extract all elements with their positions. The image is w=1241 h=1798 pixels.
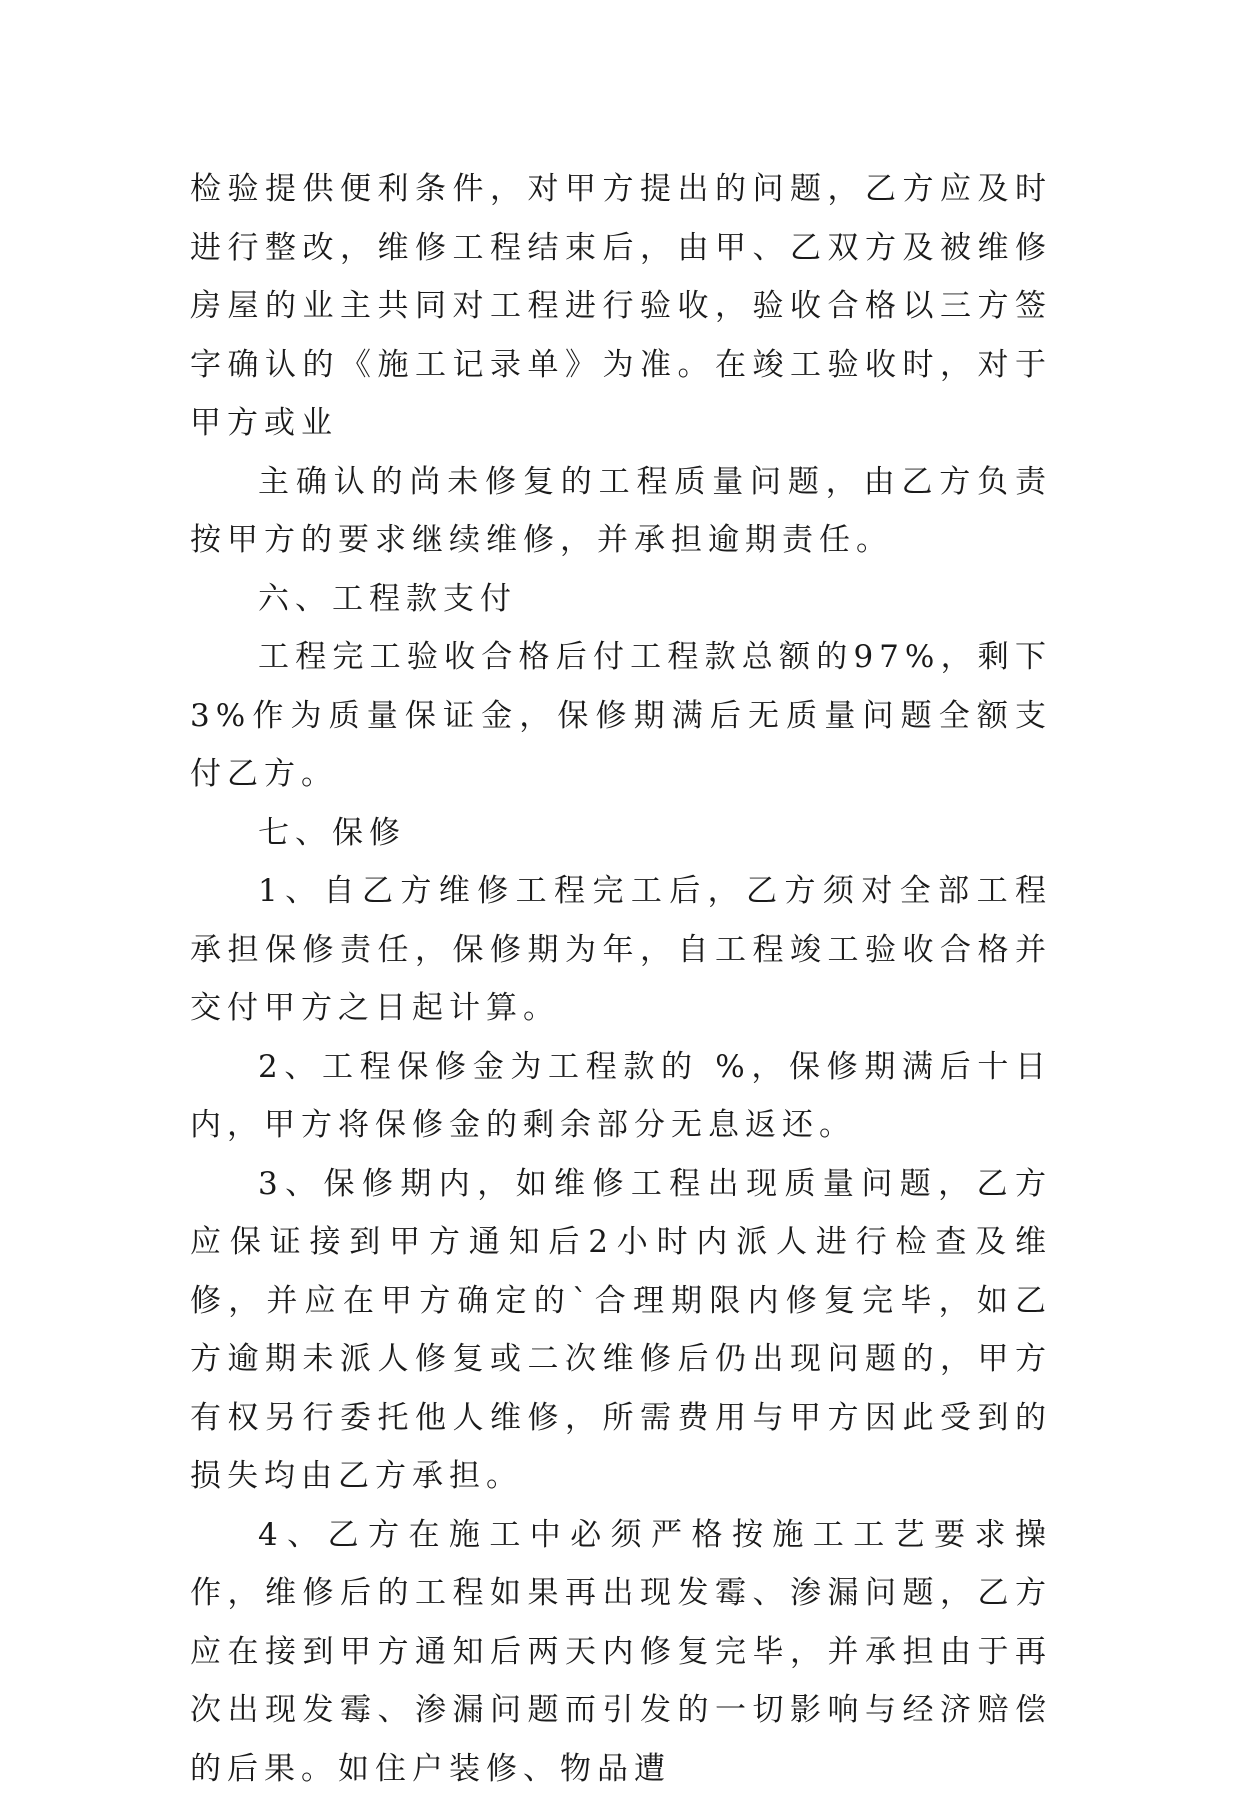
paragraph-acceptance-continued: 检验提供便利条件，对甲方提出的问题，乙方应及时进行整改，维修工程结束后，由甲、乙双方及被维修房屋的业主共同对工程进行验收，验收合格以三方签字确认的《施工记录单》为准。在竣工验收时，对于甲方或业 (190, 160, 1052, 453)
paragraph-unrepaired-issues: 主确认的尚未修复的工程质量问题，由乙方负责按甲方的要求继续维修，并承担逾期责任。 (190, 453, 1052, 570)
paragraph-payment-terms: 工程完工验收合格后付工程款总额的97%，剩下3%作为质量保证金，保修期满后无质量问题全额支付乙方。 (190, 628, 1052, 804)
paragraph-warranty-period: 1、自乙方维修工程完工后，乙方须对全部工程承担保修责任，保修期为年，自工程竣工验收合格并交付甲方之日起计算。 (190, 862, 1052, 1038)
paragraph-warranty-deposit: 2、工程保修金为工程款的 %，保修期满后十日内，甲方将保修金的剩余部分无息返还。 (190, 1038, 1052, 1155)
document-body (190, 160, 1052, 1798)
paragraph-warranty-response: 3、保修期内，如维修工程出现质量问题，乙方应保证接到甲方通知后2小时内派人进行检查及维修，并应在甲方确定的`合理期限内修复完毕，如乙方逾期未派人修复或二次维修后仍出现问题的，甲方有权另行委托他人维修，所需费用与甲方因此受到的损失均由乙方承担。 (190, 1155, 1052, 1506)
section-heading-payment: 六、工程款支付 (190, 570, 1052, 629)
section-heading-warranty: 七、保修 (190, 804, 1052, 863)
paragraph-mold-leakage: 4、乙方在施工中必须严格按施工工艺要求操作，维修后的工程如果再出现发霉、渗漏问题，乙方应在接到甲方通知后两天内修复完毕，并承担由于再次出现发霉、渗漏问题而引发的一切影响与经济赔偿的后果。如住户装修、物品遭 (190, 1506, 1052, 1798)
